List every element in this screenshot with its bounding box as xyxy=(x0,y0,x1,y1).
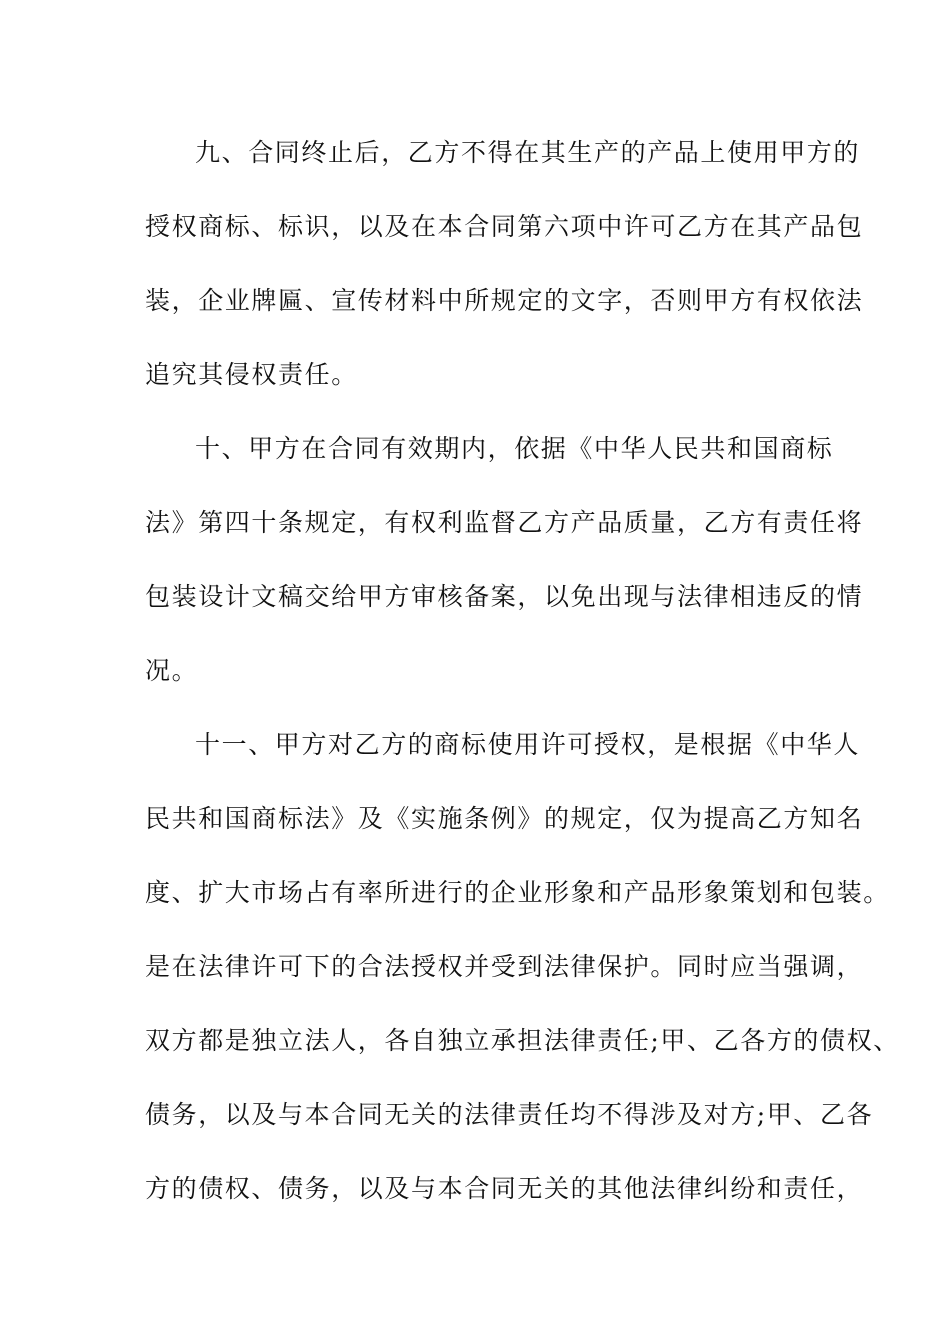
text-line: 是在法律许可下的合法授权并受到法律保护。同时应当强调， xyxy=(145,952,864,981)
text-line: 十一、甲方对乙方的商标使用许可授权，是根据《中华人 xyxy=(195,730,861,759)
text-line: 双方都是独立法人，各自独立承担法律责任;甲、乙各方的债权、 xyxy=(145,1026,900,1055)
text-line: 包装设计文稿交给甲方审核备案，以免出现与法律相违反的情 xyxy=(145,582,864,611)
text-line: 授权商标、标识，以及在本合同第六项中许可乙方在其产品包 xyxy=(145,212,864,241)
text-line: 装，企业牌匾、宣传材料中所规定的文字，否则甲方有权依法 xyxy=(145,286,864,315)
text-line: 十、甲方在合同有效期内，依据《中华人民共和国商标 xyxy=(195,434,834,463)
text-line: 法》第四十条规定，有权利监督乙方产品质量，乙方有责任将 xyxy=(145,508,864,537)
text-line: 民共和国商标法》及《实施条例》的规定，仅为提高乙方知名 xyxy=(145,804,864,833)
text-line: 度、扩大市场占有率所进行的企业形象和产品形象策划和包装。 xyxy=(145,878,890,907)
text-line: 方的债权、债务，以及与本合同无关的其他法律纠纷和责任， xyxy=(145,1174,864,1203)
text-line: 况。 xyxy=(145,656,199,685)
text-line: 九、合同终止后，乙方不得在其生产的产品上使用甲方的 xyxy=(195,138,861,167)
text-line: 追究其侵权责任。 xyxy=(145,360,358,389)
text-line: 债务，以及与本合同无关的法律责任均不得涉及对方;甲、乙各 xyxy=(145,1100,874,1129)
